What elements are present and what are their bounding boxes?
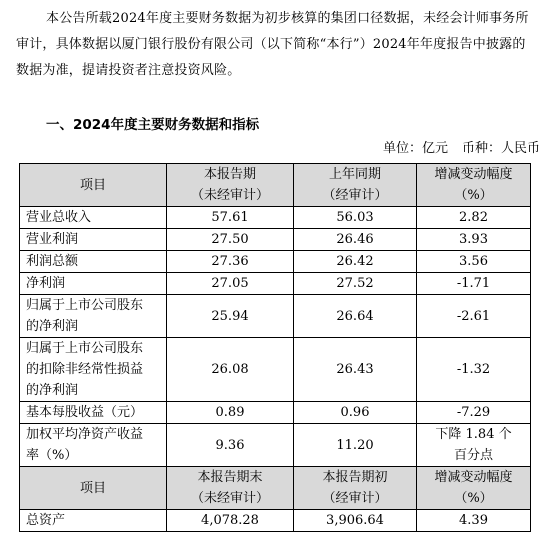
row-value-change bbox=[417, 338, 531, 402]
table-row bbox=[20, 338, 531, 402]
table2-header-current-line2: （未经审计） bbox=[190, 491, 269, 506]
table-row bbox=[20, 229, 531, 251]
table2-header-current-line1: 本报告期末 bbox=[197, 470, 263, 485]
row-label-line: 的净利润 bbox=[26, 383, 79, 398]
row-label-line: 总资产 bbox=[26, 513, 66, 528]
row-change-line: -7.29 bbox=[456, 405, 491, 420]
row-label bbox=[20, 338, 167, 402]
row-label-line: 率（%） bbox=[26, 448, 78, 463]
table-row bbox=[20, 207, 531, 229]
row-value-change bbox=[417, 229, 531, 251]
table2-header-change-line2: （%） bbox=[454, 491, 493, 506]
row-value-change bbox=[417, 207, 531, 229]
row-label-line: 基本每股收益（元） bbox=[26, 405, 144, 420]
row-label bbox=[20, 273, 167, 295]
row-value-prior: 26.64 bbox=[294, 295, 417, 338]
row-label-line: 营业利润 bbox=[26, 232, 79, 247]
table2-header-change bbox=[417, 467, 531, 510]
row-value-change bbox=[417, 402, 531, 424]
table1-header-item: 项目 bbox=[20, 164, 167, 207]
row-label-line: 归属于上市公司股东 bbox=[26, 341, 144, 356]
row-change-line: -2.61 bbox=[456, 308, 491, 324]
row-value-prior: 27.52 bbox=[294, 273, 417, 295]
row-change-line: 3.56 bbox=[459, 254, 488, 269]
row-value-change bbox=[417, 295, 531, 338]
table-row bbox=[20, 510, 531, 532]
row-change-line: 2.82 bbox=[459, 210, 488, 225]
row-value-current: 25.94 bbox=[167, 295, 294, 338]
row-change-line: 百分点 bbox=[453, 448, 493, 463]
section-title: 一、2024年度主要财务数据和指标 bbox=[46, 117, 260, 133]
table2-header-row bbox=[20, 467, 531, 510]
row-label-line: 利润总额 bbox=[26, 254, 79, 269]
row-value-prior: 3,906.64 bbox=[294, 510, 417, 532]
row-value-prior: 56.03 bbox=[294, 207, 417, 229]
row-value-current: 27.36 bbox=[167, 251, 294, 273]
table-row bbox=[20, 251, 531, 273]
table-row bbox=[20, 273, 531, 295]
row-value-prior: 26.42 bbox=[294, 251, 417, 273]
row-change-line: -1.32 bbox=[456, 362, 491, 377]
row-value-current: 57.61 bbox=[167, 207, 294, 229]
table1-header-row bbox=[20, 164, 531, 207]
row-value-change bbox=[417, 510, 531, 532]
row-value-prior: 0.96 bbox=[294, 402, 417, 424]
table1-header-prior bbox=[294, 164, 417, 207]
row-label bbox=[20, 402, 167, 424]
row-label-line: 净利润 bbox=[26, 276, 66, 291]
row-change-line: -1.71 bbox=[456, 276, 491, 291]
row-label bbox=[20, 251, 167, 273]
row-label-line: 营业总收入 bbox=[26, 210, 92, 225]
unit-currency: 币种：人民币 bbox=[461, 141, 540, 156]
row-change-line: 4.39 bbox=[459, 513, 488, 528]
row-value-current: 26.08 bbox=[167, 338, 294, 402]
unit-line bbox=[383, 137, 540, 156]
table2-header-item: 项目 bbox=[20, 467, 167, 510]
row-label bbox=[20, 229, 167, 251]
table-row bbox=[20, 424, 531, 467]
table1-header-current-line1: 本报告期 bbox=[203, 167, 256, 182]
row-value-prior: 26.43 bbox=[294, 338, 417, 402]
table2-header-prior bbox=[294, 467, 417, 510]
row-change-line: 3.93 bbox=[459, 232, 488, 247]
row-value-prior: 26.46 bbox=[294, 229, 417, 251]
table-row bbox=[20, 402, 531, 424]
row-value-current: 27.50 bbox=[167, 229, 294, 251]
table1-header-change-line2: （%） bbox=[454, 188, 493, 203]
row-label-line: 的净利润 bbox=[26, 319, 79, 334]
row-value-current: 0.89 bbox=[167, 402, 294, 424]
table1-header-prior-line1: 上年同期 bbox=[328, 167, 381, 182]
table1-header-prior-line2: （经审计） bbox=[322, 188, 388, 203]
row-label bbox=[20, 510, 167, 532]
table2-header-prior-line2: （经审计） bbox=[322, 491, 388, 506]
table2-header-current bbox=[167, 467, 294, 510]
table1-header-current bbox=[167, 164, 294, 207]
table1-header-current-line2: （未经审计） bbox=[190, 188, 269, 203]
row-value-change bbox=[417, 251, 531, 273]
financial-table-body bbox=[20, 164, 531, 532]
row-value-prior: 11.20 bbox=[294, 424, 417, 467]
table1-header-change bbox=[417, 164, 531, 207]
row-change-line: 下降 1.84 个 bbox=[435, 427, 512, 442]
row-label bbox=[20, 424, 167, 467]
row-label bbox=[20, 295, 167, 338]
row-label-line: 加权平均净资产收益 bbox=[26, 427, 144, 442]
row-label bbox=[20, 207, 167, 229]
row-value-change bbox=[417, 273, 531, 295]
intro-paragraph: 本公告所载2024年度主要财务数据为初步核算的集团口径数据，未经会计师事务所审计，具体数据以厦门银行股份有限公司（以下简称“本行”）2024年年度报告中披露的数据为准，提请投资者注意投资风险。 bbox=[16, 11, 529, 78]
row-value-current: 27.05 bbox=[167, 273, 294, 295]
table2-header-change-line1: 增减变动幅度 bbox=[434, 470, 513, 485]
table2-header-prior-line1: 本报告期初 bbox=[322, 470, 388, 485]
unit-amount: 单位：亿元 bbox=[382, 141, 448, 156]
row-label-line: 归属于上市公司股东 bbox=[26, 298, 144, 313]
row-value-current: 9.36 bbox=[167, 424, 294, 467]
table-row bbox=[20, 295, 531, 338]
row-value-change bbox=[417, 424, 531, 467]
row-label-line: 的扣除非经常性损益 bbox=[26, 362, 144, 377]
financial-data-table bbox=[19, 163, 531, 532]
row-value-current: 4,078.28 bbox=[167, 510, 294, 532]
table1-header-change-line1: 增减变动幅度 bbox=[434, 167, 513, 182]
